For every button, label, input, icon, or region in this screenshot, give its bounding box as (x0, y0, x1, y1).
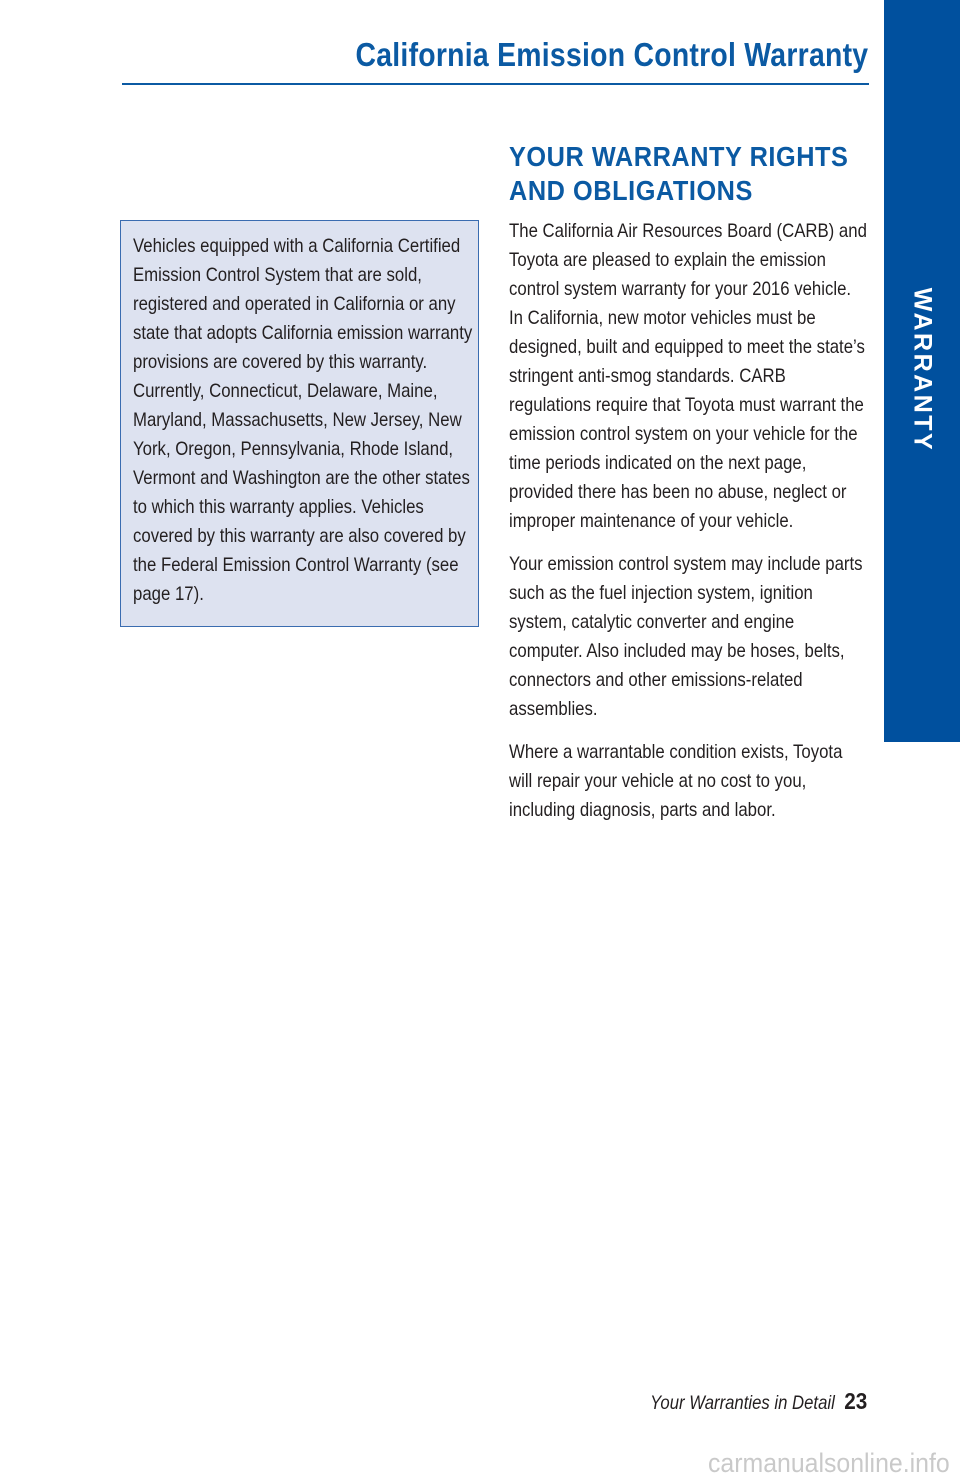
page-footer (625, 1388, 869, 1415)
body-text-column (509, 217, 868, 839)
page-number: 23 (844, 1388, 868, 1414)
body-paragraph: Your emission control system may include parts such as the fuel injection system, ignition system, catalytic converter and engine computer. Also included may be hoses, belts, connectors and other emissions-related assemblies. (509, 553, 863, 720)
page-title: California Emission Control Warranty (355, 36, 868, 73)
body-paragraph: The California Air Resources Board (CARB) and Toyota are pleased to explain the emission control system warranty for your 2016 vehicle. In California, new motor vehicles must be designed, built and equipped to meet the state’s stringent anti-smog standards. CARB regulations require that Toyota must warrant the emission control system on your vehicle for the time periods indicated on the next page, provided there has been no abuse, neglect or improper maintenance of your vehicle. (509, 220, 867, 532)
title-divider (122, 83, 869, 85)
body-paragraph: Where a warrantable condition exists, Toyota will repair your vehicle at no cost to you, including diagnosis, parts and labor. (509, 741, 843, 821)
watermark: carmanualsonline.info (708, 1448, 950, 1478)
section-heading: YOUR WARRANTY RIGHTS AND OBLIGATIONS (509, 141, 849, 206)
callout-text: Vehicles equipped with a California Certified Emission Control System that are sold, registered and operated in California or any state that adopts California emission warranty provisions are covered by this warranty. Currently, Connecticut, Delaware, Maine, Maryland, Massachusetts, New Jersey, New York, Oregon, Pennsylvania, Rhode Island, Vermont and Washington are the other states to which this warranty applies. Vehicles covered by this warranty are also covered by the Federal Emission Control Warranty (see page 17). (133, 235, 473, 605)
state-coverage-callout (120, 220, 479, 627)
side-tab-label: WARRANTY (908, 287, 937, 453)
footer-label: Your Warranties in Detail (650, 1393, 835, 1414)
section-side-tab (884, 0, 960, 742)
